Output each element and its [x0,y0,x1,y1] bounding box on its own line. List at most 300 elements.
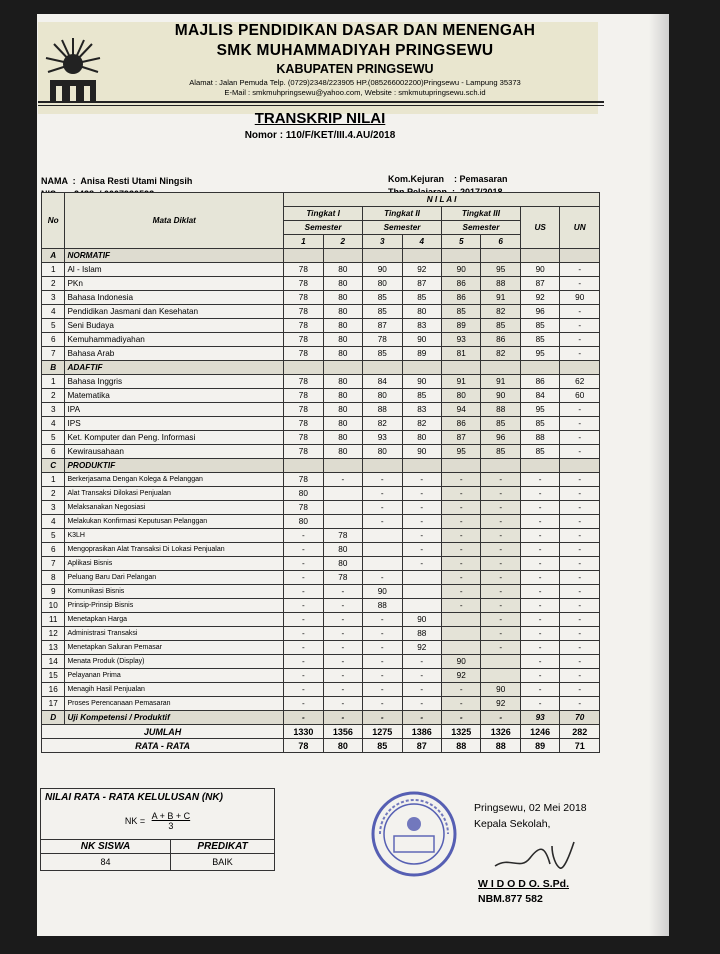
grade-cell: 90 [560,291,600,305]
grade-cell: 93 [363,431,402,445]
table-row [42,473,600,487]
subject-name: Aplikasi Bisnis [65,557,284,571]
grade-cell: - [363,501,402,515]
row-number: 5 [42,529,65,543]
grade-cell: - [560,501,600,515]
header-semester: Semester [284,221,363,235]
table-row [42,669,600,683]
subject-name: Proses Perencanaan Pemasaran [65,697,284,711]
row-number: 9 [42,585,65,599]
grade-cell: 78 [284,305,323,319]
section-title: NORMATIF [65,249,284,263]
grade-cell: 86 [442,277,481,291]
table-row [42,403,600,417]
grade-cell: 87 [520,277,559,291]
table-row [42,697,600,711]
grade-cell: 88 [481,403,520,417]
grade-cell: 85 [481,445,520,459]
grade-cell: - [363,613,402,627]
nk-siswa-header: NK SISWA [41,840,171,854]
section-filler-cell [402,459,441,473]
grade-cell: - [520,655,559,669]
grade-cell: 78 [284,445,323,459]
grade-cell: 93 [520,711,559,725]
grade-cell: 80 [323,263,362,277]
total-cell: 1386 [402,725,441,739]
section-filler-cell [560,361,600,375]
grade-cell: - [560,641,600,655]
grade-cell: - [560,431,600,445]
grade-cell: 80 [402,431,441,445]
section-filler-cell [402,361,441,375]
grade-cell: - [481,571,520,585]
grade-cell: - [323,473,362,487]
table-row [42,585,600,599]
grade-cell [442,627,481,641]
header-sem-6: 6 [481,235,520,249]
grade-cell: 91 [481,291,520,305]
section-filler-cell [442,459,481,473]
section-filler-cell [284,249,323,263]
muhammadiyah-logo-icon [42,34,104,106]
grade-cell: - [560,445,600,459]
grade-cell: - [560,417,600,431]
grade-cell: - [520,501,559,515]
table-row [42,291,600,305]
section-code: D [42,711,65,725]
table-row [42,557,600,571]
school-stamp-icon [370,790,458,878]
letterhead-address: Alamat : Jalan Pemuda Telp. (0729)2348/223905 HP.(085266002200)Pringsewu - Lampung 35373 [189,78,521,87]
grade-cell: 88 [363,599,402,613]
average-cell: 87 [402,739,441,753]
grade-cell: 90 [481,683,520,697]
grade-cell: - [442,571,481,585]
table-row [42,655,600,669]
grade-cell: 90 [402,613,441,627]
grade-cell: - [323,613,362,627]
nk-formula-left: NK = [124,816,146,826]
grade-cell: - [323,585,362,599]
grade-cell: 90 [481,389,520,403]
subject-name: K3LH [65,529,284,543]
competency-program: Kom.Kejuran : Pemasaran [388,174,508,184]
student-name: NAMA : Anisa Resti Utami Ningsih [41,176,193,186]
section-filler-cell [560,459,600,473]
grade-cell: - [520,515,559,529]
section-filler-cell [363,459,402,473]
grade-cell: - [442,585,481,599]
section-filler-cell [520,361,559,375]
grade-cell: - [323,655,362,669]
grade-cell: - [520,627,559,641]
grade-cell: 80 [363,277,402,291]
grade-cell: 94 [442,403,481,417]
grade-cell [323,487,362,501]
section-header-row [42,249,600,263]
subject-name: Peluang Baru Dari Pelangan [65,571,284,585]
nk-formula-top: A + B + C [151,811,191,821]
grade-cell: 80 [323,557,362,571]
grade-cell: - [402,515,441,529]
section-filler-cell [323,361,362,375]
table-row [42,599,600,613]
grade-cell: 89 [402,347,441,361]
grade-cell: 90 [520,263,559,277]
grade-cell: 78 [323,571,362,585]
grade-cell: - [560,347,600,361]
row-number: 6 [42,543,65,557]
grade-cell: 80 [323,543,362,557]
section-filler-cell [363,249,402,263]
table-row [42,417,600,431]
grade-cell: 78 [284,417,323,431]
header-semester: Semester [363,221,442,235]
grade-cell: - [442,529,481,543]
grade-cell: - [520,473,559,487]
row-number: 16 [42,683,65,697]
header-rule-thick [38,101,604,103]
grade-cell: - [442,487,481,501]
grade-cell: 80 [402,305,441,319]
section-filler-cell [481,459,520,473]
grade-cell: - [323,641,362,655]
header-sem-2: 2 [323,235,362,249]
table-row [42,543,600,557]
row-number: 5 [42,319,65,333]
grade-cell: 85 [481,319,520,333]
grade-cell: 80 [323,347,362,361]
subject-name: Mengoprasikan Alat Transaksi Di Lokasi Penjualan [65,543,284,557]
grade-cell: - [560,627,600,641]
grade-cell: - [284,613,323,627]
grade-cell: - [284,599,323,613]
grades-table [41,192,600,753]
grade-cell: - [284,655,323,669]
grade-cell: 78 [363,333,402,347]
grade-cell: 78 [284,333,323,347]
grade-cell: - [520,557,559,571]
grade-cell: 91 [481,375,520,389]
grade-cell: 80 [323,445,362,459]
section-header-row [42,361,600,375]
average-cell: 71 [560,739,600,753]
section-filler-cell [442,361,481,375]
subject-name: Alat Transaksi Dilokasi Penjualan [65,487,284,501]
grade-cell [323,501,362,515]
grade-cell: 92 [402,263,441,277]
grade-cell: 86 [442,417,481,431]
grade-cell: 82 [402,417,441,431]
grade-cell: 85 [442,305,481,319]
grade-cell [402,599,441,613]
section-code: A [42,249,65,263]
grade-cell: - [481,487,520,501]
row-number: 3 [42,403,65,417]
row-number: 14 [42,655,65,669]
grade-cell: 85 [402,291,441,305]
total-cell: 282 [560,725,600,739]
table-row [42,389,600,403]
grade-cell: 85 [363,347,402,361]
subject-name: Matematika [65,389,284,403]
grade-cell: - [402,711,441,725]
grade-cell: - [402,557,441,571]
subject-name: Bahasa Inggris [65,375,284,389]
subject-name: Menetapkan Harga [65,613,284,627]
nk-formula [41,803,275,840]
row-number: 3 [42,501,65,515]
signature-nbm: NBM.877 582 [478,893,543,905]
grade-cell: - [284,557,323,571]
grade-cell: - [481,543,520,557]
grade-cell: 96 [520,305,559,319]
total-cell: 1325 [442,725,481,739]
grade-cell: 80 [284,487,323,501]
grade-cell: - [284,641,323,655]
table-row [42,305,600,319]
subject-name: Berkerjasama Dengan Kolega & Pelanggan [65,473,284,487]
table-row [42,277,600,291]
average-cell: 89 [520,739,559,753]
grade-cell: - [284,697,323,711]
subject-name: Pelayanan Prima [65,669,284,683]
grade-cell: - [560,529,600,543]
grade-cell: 84 [363,375,402,389]
grade-cell: - [402,669,441,683]
grade-cell: 60 [560,389,600,403]
grade-cell: 92 [481,697,520,711]
grade-cell: - [284,585,323,599]
average-cell: 78 [284,739,323,753]
section-filler-cell [402,249,441,263]
grade-cell: - [520,543,559,557]
subject-name: PKn [65,277,284,291]
section-filler-cell [481,361,520,375]
header-sem-1: 1 [284,235,323,249]
grade-cell: 78 [284,263,323,277]
grade-cell: 89 [442,319,481,333]
grade-cell: 86 [520,375,559,389]
grade-cell: 78 [284,473,323,487]
grade-cell [402,585,441,599]
grade-cell [363,543,402,557]
grade-cell: - [560,683,600,697]
grade-cell: 88 [481,277,520,291]
grade-cell: 85 [481,417,520,431]
grade-cell: - [520,571,559,585]
grade-cell: - [442,515,481,529]
table-row [42,487,600,501]
grade-cell: - [481,501,520,515]
header-nilai: N I L A I [284,193,600,207]
grade-cell: - [323,599,362,613]
grade-cell: 80 [363,445,402,459]
header-tingkat-2: Tingkat II [363,207,442,221]
grade-cell: 87 [442,431,481,445]
table-row [42,347,600,361]
grade-cell: - [520,613,559,627]
grade-cell: 90 [402,333,441,347]
grade-cell: 90 [402,445,441,459]
table-row [42,375,600,389]
grade-cell: - [323,697,362,711]
row-number: 11 [42,613,65,627]
subject-name: Ket. Komputer dan Peng. Informasi [65,431,284,445]
row-number: 1 [42,375,65,389]
subject-name: Kemuhammadiyahan [65,333,284,347]
grade-cell: - [560,557,600,571]
grade-cell: 92 [402,641,441,655]
grade-cell: - [560,655,600,669]
grade-cell: - [402,543,441,557]
grade-cell: - [323,627,362,641]
grade-cell: 80 [323,417,362,431]
grade-cell: - [323,669,362,683]
section-filler-cell [323,249,362,263]
subject-name: Melaksanakan Negosiasi [65,501,284,515]
table-row [42,515,600,529]
header-semester: Semester [442,221,521,235]
grade-cell: - [284,543,323,557]
grade-cell: 90 [402,375,441,389]
grade-cell: - [442,711,481,725]
header-sem-5: 5 [442,235,481,249]
grade-cell: - [402,529,441,543]
grade-cell: 80 [323,403,362,417]
grade-cell: 95 [520,403,559,417]
table-row [42,641,600,655]
grade-cell: 90 [363,585,402,599]
average-cell: 88 [442,739,481,753]
row-number: 15 [42,669,65,683]
grade-cell: 95 [520,347,559,361]
grade-cell: 80 [323,375,362,389]
grades-body [42,249,600,711]
section-title: Uji Kompetensi / Produktif [65,711,284,725]
grade-cell: - [481,585,520,599]
grade-cell: 82 [363,417,402,431]
grade-cell: 92 [520,291,559,305]
grade-cell: - [363,473,402,487]
grade-cell: - [560,585,600,599]
grade-cell: 90 [363,263,402,277]
grade-cell: - [560,305,600,319]
total-label: JUMLAH [42,725,284,739]
row-number: 6 [42,333,65,347]
grade-cell: - [363,627,402,641]
grade-cell: - [520,529,559,543]
grade-cell: 91 [442,375,481,389]
header-sem-4: 4 [402,235,441,249]
grade-cell: - [402,683,441,697]
grade-cell: - [520,487,559,501]
grade-cell: 85 [363,291,402,305]
grade-cell: - [284,529,323,543]
grade-cell: 95 [481,263,520,277]
grade-cell: - [442,501,481,515]
grade-cell: 85 [520,319,559,333]
grade-cell: 80 [363,389,402,403]
average-cell: 80 [323,739,362,753]
grade-cell: 78 [284,319,323,333]
table-row [42,445,600,459]
subject-name: Melakukan Konfirmasi Keputusan Pelanggan [65,515,284,529]
grade-cell: - [402,501,441,515]
header-us: US [520,207,559,249]
grade-cell: - [363,655,402,669]
header-no: No [42,193,65,249]
grade-cell: 88 [363,403,402,417]
grade-cell [442,613,481,627]
grade-cell [442,641,481,655]
letterhead-regency: KABUPATEN PRINGSEWU [276,62,434,76]
grade-cell: 82 [481,347,520,361]
average-cell: 85 [363,739,402,753]
grade-cell: - [481,557,520,571]
grade-cell [481,669,520,683]
row-number: 8 [42,571,65,585]
grade-cell: 83 [402,403,441,417]
grade-cell: 84 [520,389,559,403]
row-number: 1 [42,263,65,277]
section-filler-cell [520,249,559,263]
grade-cell: 78 [284,389,323,403]
grade-cell: 96 [481,431,520,445]
grade-cell: 78 [284,375,323,389]
nk-predikat-value: BAIK [171,854,275,871]
grade-cell: 80 [323,305,362,319]
grade-cell: - [402,697,441,711]
total-cell: 1330 [284,725,323,739]
grade-cell: 90 [442,655,481,669]
grade-cell: - [481,613,520,627]
grade-cell: - [284,627,323,641]
grade-cell: - [481,641,520,655]
grade-cell: - [520,683,559,697]
grade-cell [481,655,520,669]
row-number: 6 [42,445,65,459]
subject-name: IPS [65,417,284,431]
grade-cell: 80 [323,277,362,291]
subject-name: Prinsip-Prinsip Bisnis [65,599,284,613]
subject-name: Administrasi Transaksi [65,627,284,641]
table-row [42,529,600,543]
grade-cell: 78 [284,403,323,417]
header-rule-thin [38,105,604,106]
grade-cell: - [520,599,559,613]
grade-cell: 92 [442,669,481,683]
grade-cell: - [520,669,559,683]
grade-cell: - [560,487,600,501]
table-row [42,613,600,627]
grade-cell: 62 [560,375,600,389]
grade-cell: - [560,669,600,683]
letterhead-school-name: SMK MUHAMMADIYAH PRINGSEWU [216,42,494,59]
grade-cell: - [560,319,600,333]
section-filler-cell [520,459,559,473]
grade-cell: - [442,683,481,697]
grade-cell: - [363,683,402,697]
section-filler-cell [442,249,481,263]
nk-predikat-header: PREDIKAT [171,840,275,854]
grade-cell: 88 [520,431,559,445]
signature-name: W I D O D O. S.Pd. [478,878,570,890]
table-row [42,501,600,515]
header-tingkat-1: Tingkat I [284,207,363,221]
grade-cell: 81 [442,347,481,361]
grade-cell: - [520,641,559,655]
